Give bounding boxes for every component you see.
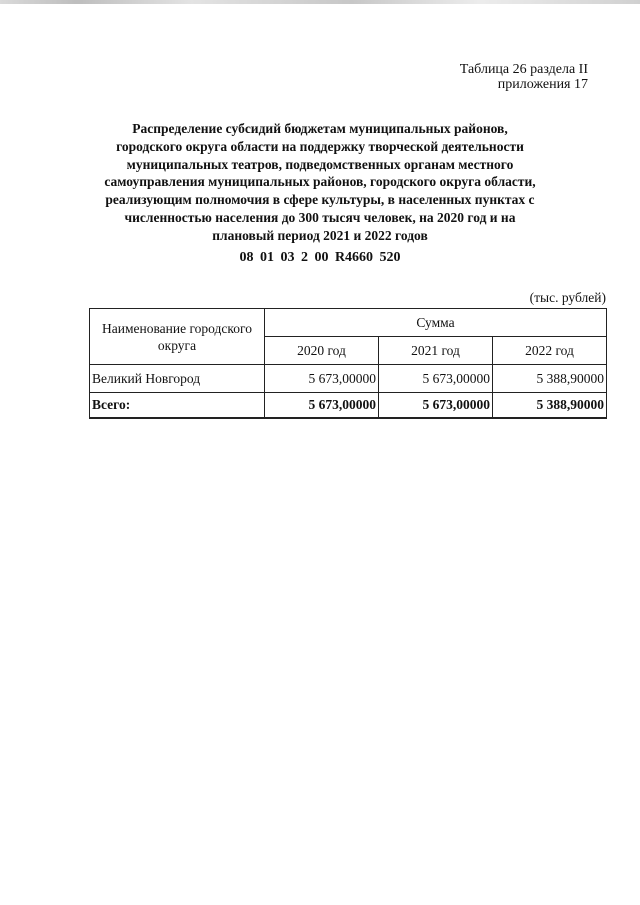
table-header-row	[90, 309, 607, 337]
row-value-2021: 5 673,00000	[379, 365, 493, 393]
row-value-2022: 5 388,90000	[493, 365, 607, 393]
title-line: городского округа области на поддержку творческой деятельности	[116, 138, 524, 154]
table-reference	[460, 62, 588, 92]
title-line: реализующим полномочия в сфере культуры, в населенных пунктах с	[105, 192, 535, 208]
document-title	[95, 120, 545, 245]
column-header-name: Наименование городского округа	[90, 309, 265, 365]
row-value-2020: 5 673,00000	[265, 365, 379, 393]
budget-classification-code: 08 01 03 2 00 R4660 520	[239, 250, 401, 265]
total-value-2022: 5 388,90000	[493, 393, 607, 419]
units-label: (тыс. рублей)	[529, 290, 606, 305]
scan-artifact-line	[0, 0, 640, 4]
title-line: муниципальных театров, подведомственных органам местного	[126, 156, 514, 172]
column-header-sum: Сумма	[265, 309, 607, 337]
title-line: самоуправления муниципальных районов, городского округа области,	[104, 174, 536, 190]
table-row	[90, 365, 607, 393]
table-reference-line2: приложения 17	[497, 77, 588, 92]
table-total-row	[90, 393, 607, 419]
table-reference-line1: Таблица 26 раздела II	[459, 62, 588, 77]
subsidy-table	[89, 308, 607, 419]
title-line: Распределение субсидий бюджетам муниципальных районов,	[132, 121, 508, 136]
title-line: плановый период 2021 и 2022 годов	[212, 227, 428, 243]
column-header-year-2021: 2021 год	[379, 337, 493, 365]
row-name: Великий Новгород	[90, 365, 265, 393]
total-value-2020: 5 673,00000	[265, 393, 379, 419]
total-label: Всего:	[90, 393, 265, 419]
title-line: численностью населения до 300 тысяч человек, на 2020 год и на	[124, 209, 516, 225]
column-header-year-2020: 2020 год	[265, 337, 379, 365]
total-value-2021: 5 673,00000	[379, 393, 493, 419]
column-header-year-2022: 2022 год	[493, 337, 607, 365]
